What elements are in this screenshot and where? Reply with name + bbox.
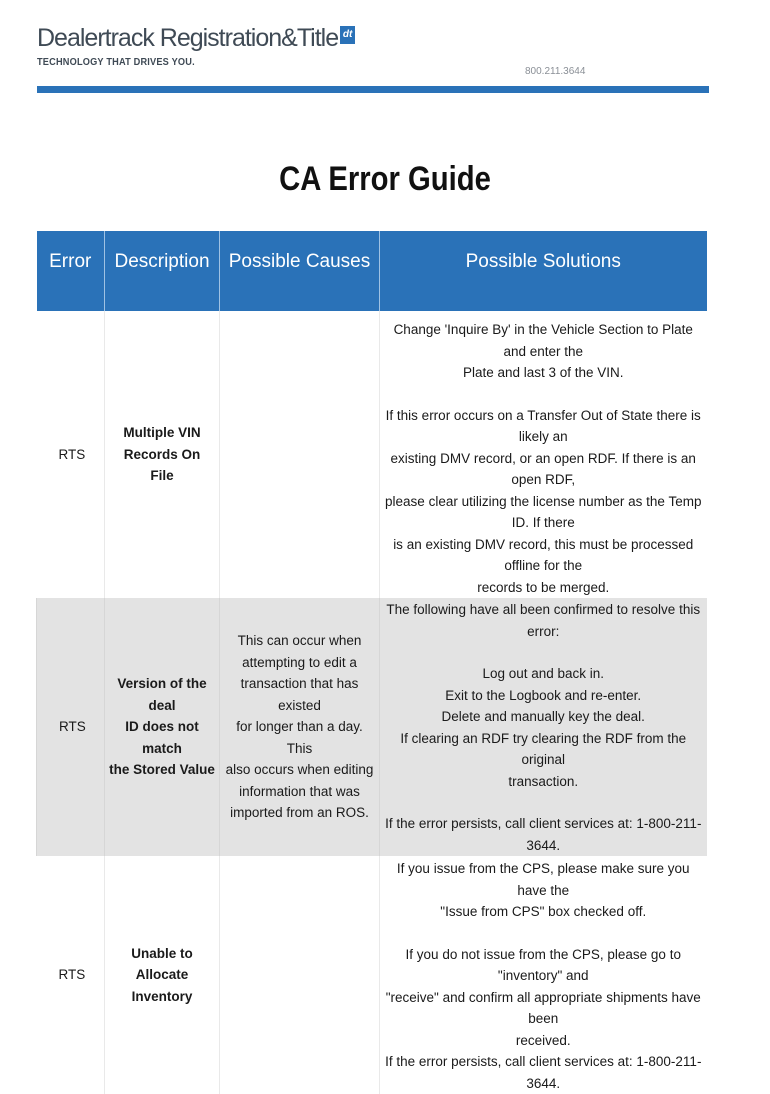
possible-solutions	[380, 598, 707, 856]
solution-line: please clear utilizing the license number as the Temp ID. If there	[385, 493, 702, 530]
solution-line: If clearing an RDF try clearing the RDF from the original	[400, 730, 687, 767]
solution-line: If this error occurs on a Transfer Out of State there is likely an	[385, 407, 701, 444]
error-code: RTS	[37, 598, 105, 856]
possible-solutions	[380, 311, 707, 598]
column-header-description: Description	[105, 231, 220, 311]
solution-line: Change 'Inquire By' in the Vehicle Section to Plate and enter the	[393, 322, 693, 359]
brand-mark-icon: dt	[340, 26, 355, 44]
cause-line: also occurs when editing	[225, 762, 374, 778]
brand-logo	[37, 24, 355, 52]
possible-causes	[220, 598, 380, 856]
solution-line: received.	[515, 1032, 571, 1048]
error-guide-table	[36, 231, 707, 1094]
solution-line: Log out and back in.	[482, 666, 605, 681]
solution-line: If the error persists, call client services at: 1-800-211-3644.	[385, 1054, 702, 1091]
table-header-row	[37, 231, 707, 311]
solution-line: Plate and last 3 of the VIN.	[462, 365, 624, 380]
solution-line: existing DMV record, or an open RDF. If there is an open RDF,	[390, 450, 696, 487]
page-title: CA Error Guide	[279, 160, 491, 198]
error-code: RTS	[58, 967, 86, 983]
solution-line: If the error persists, call client services at: 1-800-211-3644.	[385, 816, 702, 853]
header-rule	[37, 86, 709, 93]
column-header-solutions: Possible Solutions	[380, 231, 707, 311]
error-code: RTS	[58, 446, 86, 462]
cause-line: This can occur when	[237, 633, 362, 649]
cause-line: for longer than a day. This	[236, 719, 363, 756]
solution-line: The following have all been confirmed to resolve this error:	[386, 602, 701, 639]
table-row	[37, 856, 707, 1094]
column-header-error: Error	[37, 231, 105, 311]
solution-line: "receive" and confirm all appropriate shipments have been	[385, 989, 701, 1026]
solution-line: If you do not issue from the CPS, please go to "inventory" and	[405, 946, 681, 983]
possible-causes	[220, 856, 380, 1094]
error-description	[105, 311, 220, 598]
brand-name: Dealertrack Registration&Title	[37, 24, 339, 52]
description-line: deal	[148, 697, 176, 713]
table-row	[37, 598, 707, 856]
description-line: the Stored Value	[109, 762, 215, 778]
description-line: ID does not match	[125, 719, 199, 756]
phone-number: 800.211.3644	[525, 66, 586, 77]
cause-line: transaction that has existed	[240, 676, 359, 713]
error-description	[105, 598, 220, 856]
description-text: Multiple VIN Records On File	[123, 425, 201, 484]
possible-causes	[220, 311, 380, 598]
cause-line: information that was	[239, 783, 360, 799]
error-description	[105, 856, 220, 1094]
description-line: Inventory	[131, 988, 193, 1004]
solution-line: is an existing DMV record, this must be processed offline for the	[393, 536, 694, 573]
tagline: TECHNOLOGY THAT DRIVES YOU.	[37, 57, 195, 68]
solution-line: "Issue from CPS" box checked off.	[440, 904, 647, 919]
possible-solutions	[380, 856, 707, 1094]
solution-line: Delete and manually key the deal.	[441, 709, 645, 724]
solution-line: records to be merged.	[477, 579, 610, 595]
solution-line: Exit to the Logbook and re-enter.	[445, 687, 642, 703]
cause-line: imported from an ROS.	[230, 805, 369, 821]
table-row	[37, 311, 707, 598]
description-line: Unable to Allocate	[131, 945, 193, 983]
solution-line: transaction.	[508, 773, 579, 789]
solution-line: If you issue from the CPS, please make sure you have the	[396, 861, 690, 898]
cause-line: attempting to edit a	[242, 654, 357, 670]
description-line: Version of the	[117, 676, 207, 692]
column-header-causes: Possible Causes	[220, 231, 380, 311]
